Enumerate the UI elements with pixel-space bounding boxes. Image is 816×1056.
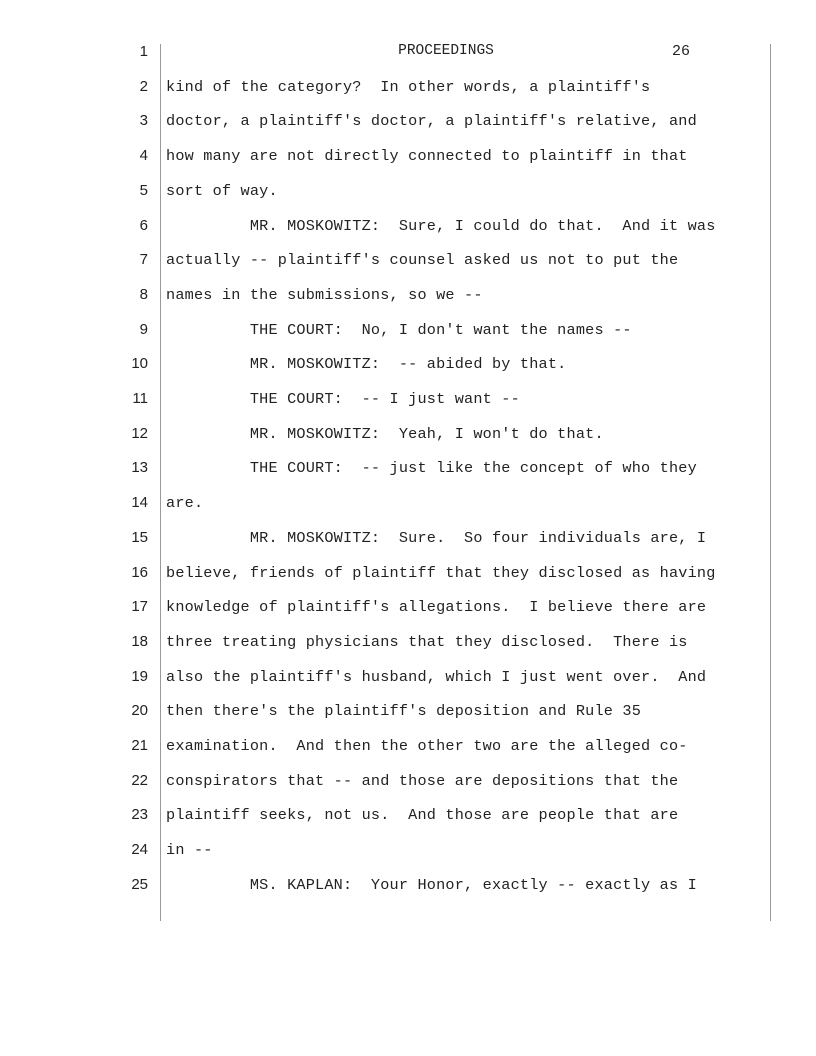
line-text: THE COURT: -- I just want -- <box>166 390 520 408</box>
line-text: MS. KAPLAN: Your Honor, exactly -- exactly as I <box>166 875 697 894</box>
line-text: MR. MOSKOWITZ: Sure. So four individuals are, I <box>166 528 707 547</box>
line-number: 16 <box>131 563 148 581</box>
transcript-line <box>0 490 816 525</box>
line-number: 2 <box>139 77 148 95</box>
transcript-line <box>0 143 816 178</box>
line-text: sort of way. <box>166 181 278 200</box>
transcript-line <box>0 213 816 248</box>
transcript-line <box>0 872 816 907</box>
transcript-line <box>0 525 816 560</box>
line-number: 22 <box>131 771 148 789</box>
transcript-line <box>0 386 816 421</box>
line-text: THE COURT: No, I don't want the names -- <box>166 320 632 339</box>
transcript-line <box>0 455 816 490</box>
transcript-line <box>0 768 816 803</box>
transcript-line <box>0 421 816 456</box>
line-text: also the plaintiff's husband, which I just went over. And <box>166 667 707 686</box>
line-number: 17 <box>131 598 148 616</box>
line-number: 20 <box>131 702 148 720</box>
transcript-line <box>0 802 816 837</box>
line-text: believe, friends of plaintiff that they disclosed as having <box>166 563 716 582</box>
line-text: then there's the plaintiff's deposition and Rule 35 <box>166 702 642 721</box>
line-number: 14 <box>131 494 148 512</box>
line-number: 21 <box>131 737 148 754</box>
line-text: conspirators that -- and those are depositions that the <box>166 771 679 790</box>
line-number: 19 <box>131 667 148 685</box>
transcript-line <box>0 282 816 317</box>
line-number: 5 <box>139 181 148 199</box>
line-text: examination. And then the other two are the alleged co- <box>166 737 688 755</box>
page-number: 26 <box>672 43 691 60</box>
line-text: MR. MOSKOWITZ: Yeah, I won't do that. <box>166 424 604 443</box>
line-number: 23 <box>131 806 148 824</box>
transcript-line <box>0 664 816 699</box>
line-number: 18 <box>131 632 148 650</box>
line-text: plaintiff seeks, not us. And those are people that are <box>166 806 679 825</box>
transcript-line-1 <box>0 39 816 74</box>
line-number: 12 <box>131 424 148 442</box>
line-number: 15 <box>131 528 148 546</box>
transcript-line <box>0 629 816 664</box>
line-text: kind of the category? In other words, a plaintiff's <box>166 77 651 96</box>
line-number: 4 <box>139 147 148 165</box>
line-text: three treating physicians that they disclosed. There is <box>166 632 688 651</box>
line-number: 3 <box>139 112 148 130</box>
line-number: 8 <box>139 285 148 303</box>
line-number: 9 <box>139 320 148 338</box>
transcript-line <box>0 837 816 872</box>
transcript-line <box>0 733 816 768</box>
line-number: 7 <box>139 251 148 269</box>
transcript-line <box>0 698 816 733</box>
transcript-line <box>0 247 816 282</box>
transcript-line <box>0 594 816 629</box>
line-text: how many are not directly connected to plaintiff in that <box>166 147 688 166</box>
line-text: in -- <box>166 841 213 860</box>
transcript-line <box>0 108 816 143</box>
line-number: 25 <box>131 875 148 893</box>
line-text: THE COURT: -- just like the concept of who they <box>166 459 697 478</box>
line-number: 13 <box>131 459 148 477</box>
line-text: names in the submissions, so we -- <box>166 285 483 304</box>
line-number: 24 <box>131 841 148 859</box>
line-text: knowledge of plaintiff's allegations. I believe there are <box>166 598 707 617</box>
transcript-line <box>0 351 816 386</box>
line-text: doctor, a plaintiff's doctor, a plaintiff's relative, and <box>166 112 697 131</box>
line-number: 11 <box>132 390 148 407</box>
line-number: 6 <box>139 216 148 234</box>
line-text: MR. MOSKOWITZ: Sure, I could do that. And it was <box>166 216 716 235</box>
transcript-line <box>0 178 816 213</box>
transcript-line <box>0 560 816 595</box>
line-text: are. <box>166 494 204 513</box>
page-title: PROCEEDINGS <box>398 43 494 59</box>
line-number: 10 <box>131 355 148 373</box>
line-number: 1 <box>139 43 148 60</box>
transcript-line <box>0 317 816 352</box>
transcript-line <box>0 74 816 109</box>
line-text: MR. MOSKOWITZ: -- abided by that. <box>166 355 567 374</box>
line-text: actually -- plaintiff's counsel asked us not to put the <box>166 251 679 270</box>
